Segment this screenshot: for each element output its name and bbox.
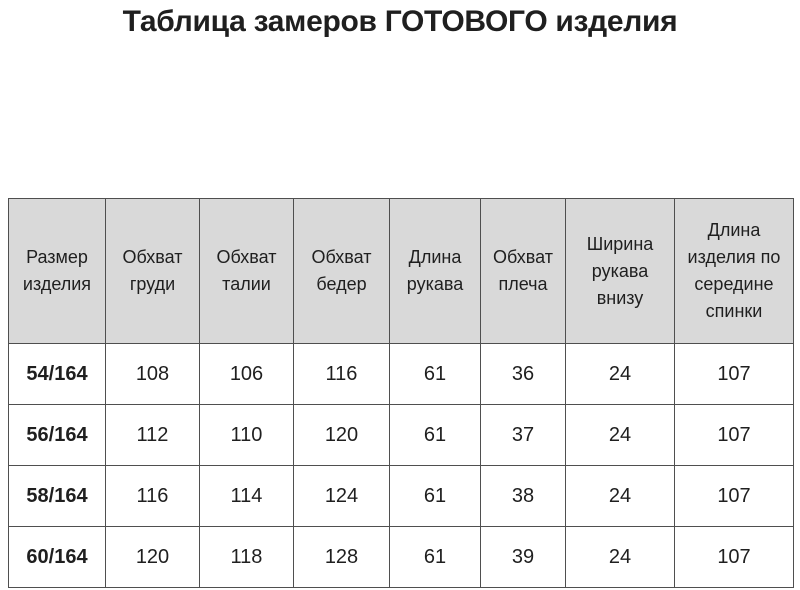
table-row [9, 466, 794, 527]
measurements-table [8, 198, 794, 588]
value-cell: 39 [481, 527, 566, 588]
value-cell: 124 [294, 466, 390, 527]
value-cell: 107 [675, 527, 794, 588]
value-cell: 107 [675, 405, 794, 466]
value-cell: 128 [294, 527, 390, 588]
column-header-sleeve-length: Длина рукава [390, 199, 481, 344]
value-cell: 107 [675, 344, 794, 405]
value-cell: 61 [390, 466, 481, 527]
value-cell: 120 [294, 405, 390, 466]
value-cell: 37 [481, 405, 566, 466]
value-cell: 24 [566, 466, 675, 527]
value-cell: 116 [294, 344, 390, 405]
table-row [9, 405, 794, 466]
size-cell: 60/164 [9, 527, 106, 588]
value-cell: 36 [481, 344, 566, 405]
size-cell: 54/164 [9, 344, 106, 405]
table-row [9, 344, 794, 405]
column-header-hips: Обхват бедер [294, 199, 390, 344]
value-cell: 61 [390, 527, 481, 588]
value-cell: 120 [106, 527, 200, 588]
value-cell: 24 [566, 405, 675, 466]
value-cell: 116 [106, 466, 200, 527]
value-cell: 107 [675, 466, 794, 527]
column-header-shoulder: Обхват плеча [481, 199, 566, 344]
size-cell: 56/164 [9, 405, 106, 466]
value-cell: 118 [200, 527, 294, 588]
value-cell: 108 [106, 344, 200, 405]
value-cell: 61 [390, 405, 481, 466]
table-header-row [9, 199, 794, 344]
column-header-size: Размер изделия [9, 199, 106, 344]
page-title: Таблица замеров ГОТОВОГО изделия [122, 5, 678, 38]
value-cell: 110 [200, 405, 294, 466]
value-cell: 106 [200, 344, 294, 405]
value-cell: 61 [390, 344, 481, 405]
value-cell: 38 [481, 466, 566, 527]
value-cell: 24 [566, 527, 675, 588]
column-header-back-length: Длина изделия по середине спинки [675, 199, 794, 344]
table-row [9, 527, 794, 588]
page [0, 4, 800, 588]
value-cell: 24 [566, 344, 675, 405]
value-cell: 114 [200, 466, 294, 527]
column-header-waist: Обхват талии [200, 199, 294, 344]
size-cell: 58/164 [9, 466, 106, 527]
value-cell: 112 [106, 405, 200, 466]
column-header-sleeve-width: Ширина рукава внизу [566, 199, 675, 344]
column-header-chest: Обхват груди [106, 199, 200, 344]
